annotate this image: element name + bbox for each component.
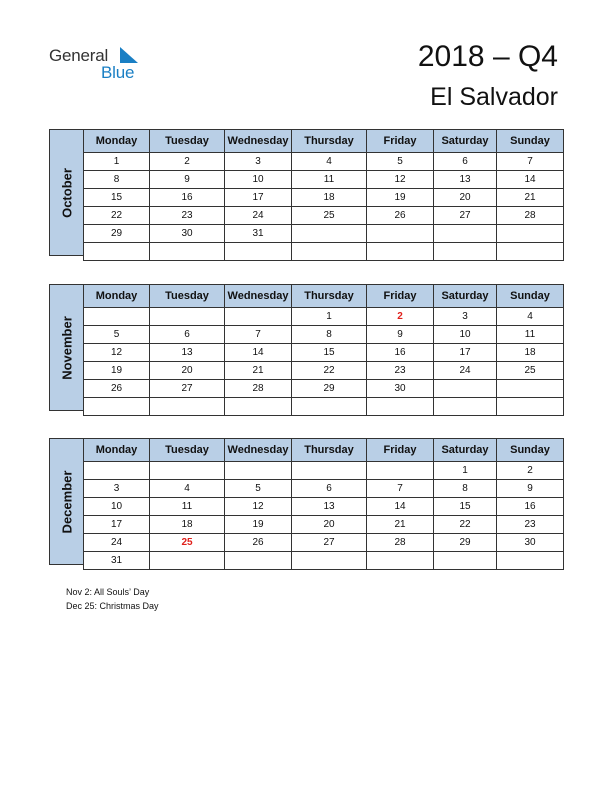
- weekday-header: Monday: [84, 130, 150, 153]
- day-cell: [150, 398, 225, 416]
- day-cell: 19: [225, 516, 292, 534]
- day-cell: 12: [225, 498, 292, 516]
- day-cell: 6: [150, 326, 225, 344]
- day-cell: 24: [225, 207, 292, 225]
- day-cell: [84, 398, 150, 416]
- day-cell: 4: [150, 480, 225, 498]
- week-row: [84, 516, 564, 534]
- day-cell: [225, 243, 292, 261]
- day-cell: 1: [292, 308, 367, 326]
- day-cell: 15: [84, 189, 150, 207]
- weekday-header: Saturday: [434, 285, 497, 308]
- day-cell: 17: [84, 516, 150, 534]
- day-cell: 19: [367, 189, 434, 207]
- day-cell: 12: [367, 171, 434, 189]
- week-row: [84, 189, 564, 207]
- day-cell: 13: [292, 498, 367, 516]
- day-cell: 28: [497, 207, 564, 225]
- day-cell: 3: [225, 153, 292, 171]
- weekday-header-row: [84, 285, 564, 308]
- day-cell: 8: [292, 326, 367, 344]
- day-cell: [150, 243, 225, 261]
- day-cell: 19: [84, 362, 150, 380]
- day-cell: 1: [84, 153, 150, 171]
- month-label-bar: [49, 284, 84, 411]
- weekday-header: Monday: [84, 285, 150, 308]
- day-cell: 30: [150, 225, 225, 243]
- weekday-header: Wednesday: [225, 439, 292, 462]
- day-cell: [292, 552, 367, 570]
- month-name: October: [59, 167, 74, 218]
- week-row: [84, 552, 564, 570]
- day-cell: 14: [367, 498, 434, 516]
- day-cell: 29: [84, 225, 150, 243]
- day-cell: 3: [84, 480, 150, 498]
- week-row: [84, 480, 564, 498]
- day-cell: 30: [497, 534, 564, 552]
- day-cell: 4: [292, 153, 367, 171]
- day-cell: 13: [434, 171, 497, 189]
- day-cell: 28: [225, 380, 292, 398]
- month-label-bar: [49, 438, 84, 565]
- day-cell: 24: [434, 362, 497, 380]
- day-cell: 4: [497, 308, 564, 326]
- weekday-header: Thursday: [292, 285, 367, 308]
- day-cell: 26: [367, 207, 434, 225]
- day-cell: 20: [150, 362, 225, 380]
- holiday-notes: [66, 585, 159, 613]
- weekday-header: Saturday: [434, 130, 497, 153]
- weekday-header: Wednesday: [225, 285, 292, 308]
- day-cell: [367, 552, 434, 570]
- week-row: [84, 534, 564, 552]
- day-cell: 9: [497, 480, 564, 498]
- day-cell: [225, 398, 292, 416]
- day-cell: [225, 308, 292, 326]
- day-cell: 7: [367, 480, 434, 498]
- day-cell: 16: [150, 189, 225, 207]
- day-cell: 21: [367, 516, 434, 534]
- logo-blue: Blue: [101, 63, 135, 82]
- day-cell: [292, 462, 367, 480]
- page-title: 2018 – Q4: [417, 40, 558, 73]
- day-cell: [434, 552, 497, 570]
- day-cell: 9: [150, 171, 225, 189]
- month-table: [83, 129, 564, 261]
- day-cell: 22: [292, 362, 367, 380]
- day-cell: [367, 462, 434, 480]
- weekday-header-row: [84, 130, 564, 153]
- day-cell: 14: [497, 171, 564, 189]
- day-cell: 6: [292, 480, 367, 498]
- day-cell: 1: [434, 462, 497, 480]
- week-row: [84, 207, 564, 225]
- day-cell: 23: [150, 207, 225, 225]
- weekday-header: Thursday: [292, 439, 367, 462]
- day-cell: 17: [225, 189, 292, 207]
- day-cell: 15: [434, 498, 497, 516]
- day-cell: 10: [434, 326, 497, 344]
- day-cell: 5: [84, 326, 150, 344]
- day-cell: [367, 398, 434, 416]
- weekday-header: Saturday: [434, 439, 497, 462]
- day-cell: 27: [150, 380, 225, 398]
- week-row: [84, 326, 564, 344]
- week-row: [84, 380, 564, 398]
- day-cell: [367, 243, 434, 261]
- week-row: [84, 344, 564, 362]
- day-cell: 26: [225, 534, 292, 552]
- day-cell: [367, 225, 434, 243]
- day-cell: 16: [497, 498, 564, 516]
- week-row: [84, 225, 564, 243]
- weekday-header: Friday: [367, 439, 434, 462]
- day-cell: [225, 462, 292, 480]
- day-cell: 6: [434, 153, 497, 171]
- weekday-header: Friday: [367, 285, 434, 308]
- day-cell: 8: [84, 171, 150, 189]
- weekday-header: Sunday: [497, 439, 564, 462]
- weekday-header: Tuesday: [150, 439, 225, 462]
- week-row: [84, 462, 564, 480]
- day-cell: 11: [292, 171, 367, 189]
- day-cell: 18: [292, 189, 367, 207]
- day-cell: 8: [434, 480, 497, 498]
- month-table: [83, 438, 564, 570]
- day-cell: 21: [225, 362, 292, 380]
- month-name: December: [59, 470, 74, 533]
- day-cell: 27: [292, 534, 367, 552]
- day-cell: 20: [434, 189, 497, 207]
- week-row: [84, 243, 564, 261]
- weekday-header-row: [84, 439, 564, 462]
- day-cell: 11: [150, 498, 225, 516]
- logo-general: General: [49, 46, 109, 65]
- holiday-day-cell: 2: [367, 308, 434, 326]
- day-cell: [84, 308, 150, 326]
- day-cell: 28: [367, 534, 434, 552]
- month-block-december: [49, 438, 564, 565]
- day-cell: 22: [84, 207, 150, 225]
- day-cell: 5: [225, 480, 292, 498]
- day-cell: 10: [84, 498, 150, 516]
- weekday-header: Sunday: [497, 130, 564, 153]
- day-cell: 22: [434, 516, 497, 534]
- day-cell: 24: [84, 534, 150, 552]
- day-cell: [150, 552, 225, 570]
- day-cell: [434, 398, 497, 416]
- day-cell: 25: [292, 207, 367, 225]
- week-row: [84, 398, 564, 416]
- month-name: November: [59, 315, 74, 380]
- day-cell: 25: [497, 362, 564, 380]
- day-cell: 29: [292, 380, 367, 398]
- day-cell: [497, 225, 564, 243]
- day-cell: [292, 243, 367, 261]
- day-cell: 18: [497, 344, 564, 362]
- weekday-header: Friday: [367, 130, 434, 153]
- day-cell: 16: [367, 344, 434, 362]
- week-row: [84, 498, 564, 516]
- weekday-header: Thursday: [292, 130, 367, 153]
- day-cell: 10: [225, 171, 292, 189]
- weekday-header: Tuesday: [150, 285, 225, 308]
- weekday-header: Sunday: [497, 285, 564, 308]
- day-cell: 2: [497, 462, 564, 480]
- day-cell: 20: [292, 516, 367, 534]
- day-cell: [84, 243, 150, 261]
- day-cell: [497, 398, 564, 416]
- day-cell: 3: [434, 308, 497, 326]
- week-row: [84, 308, 564, 326]
- holiday-note: Nov 2: All Souls’ Day: [66, 587, 150, 597]
- day-cell: [497, 380, 564, 398]
- day-cell: 29: [434, 534, 497, 552]
- logo: [49, 44, 149, 84]
- day-cell: 7: [225, 326, 292, 344]
- weekday-header: Wednesday: [225, 130, 292, 153]
- week-row: [84, 171, 564, 189]
- day-cell: 2: [150, 153, 225, 171]
- week-row: [84, 362, 564, 380]
- day-cell: [84, 462, 150, 480]
- day-cell: 7: [497, 153, 564, 171]
- day-cell: 5: [367, 153, 434, 171]
- month-block-november: [49, 284, 564, 411]
- day-cell: [434, 225, 497, 243]
- day-cell: 31: [225, 225, 292, 243]
- day-cell: 21: [497, 189, 564, 207]
- logo-triangle-icon: [120, 47, 140, 63]
- day-cell: [497, 552, 564, 570]
- day-cell: 23: [367, 362, 434, 380]
- month-label-bar: [49, 129, 84, 256]
- day-cell: 11: [497, 326, 564, 344]
- holiday-day-cell: 25: [150, 534, 225, 552]
- day-cell: 26: [84, 380, 150, 398]
- holiday-note: Dec 25: Christmas Day: [66, 601, 159, 611]
- day-cell: 17: [434, 344, 497, 362]
- day-cell: [434, 380, 497, 398]
- day-cell: [292, 398, 367, 416]
- day-cell: [150, 462, 225, 480]
- day-cell: [150, 308, 225, 326]
- country-name: El Salvador: [430, 83, 558, 111]
- month-table: [83, 284, 564, 416]
- day-cell: [225, 552, 292, 570]
- month-block-october: [49, 129, 564, 256]
- day-cell: 30: [367, 380, 434, 398]
- day-cell: 27: [434, 207, 497, 225]
- day-cell: 9: [367, 326, 434, 344]
- day-cell: 14: [225, 344, 292, 362]
- day-cell: 18: [150, 516, 225, 534]
- day-cell: 15: [292, 344, 367, 362]
- day-cell: [434, 243, 497, 261]
- day-cell: 12: [84, 344, 150, 362]
- weekday-header: Monday: [84, 439, 150, 462]
- day-cell: 13: [150, 344, 225, 362]
- day-cell: 23: [497, 516, 564, 534]
- day-cell: [497, 243, 564, 261]
- weekday-header: Tuesday: [150, 130, 225, 153]
- day-cell: [292, 225, 367, 243]
- week-row: [84, 153, 564, 171]
- day-cell: 31: [84, 552, 150, 570]
